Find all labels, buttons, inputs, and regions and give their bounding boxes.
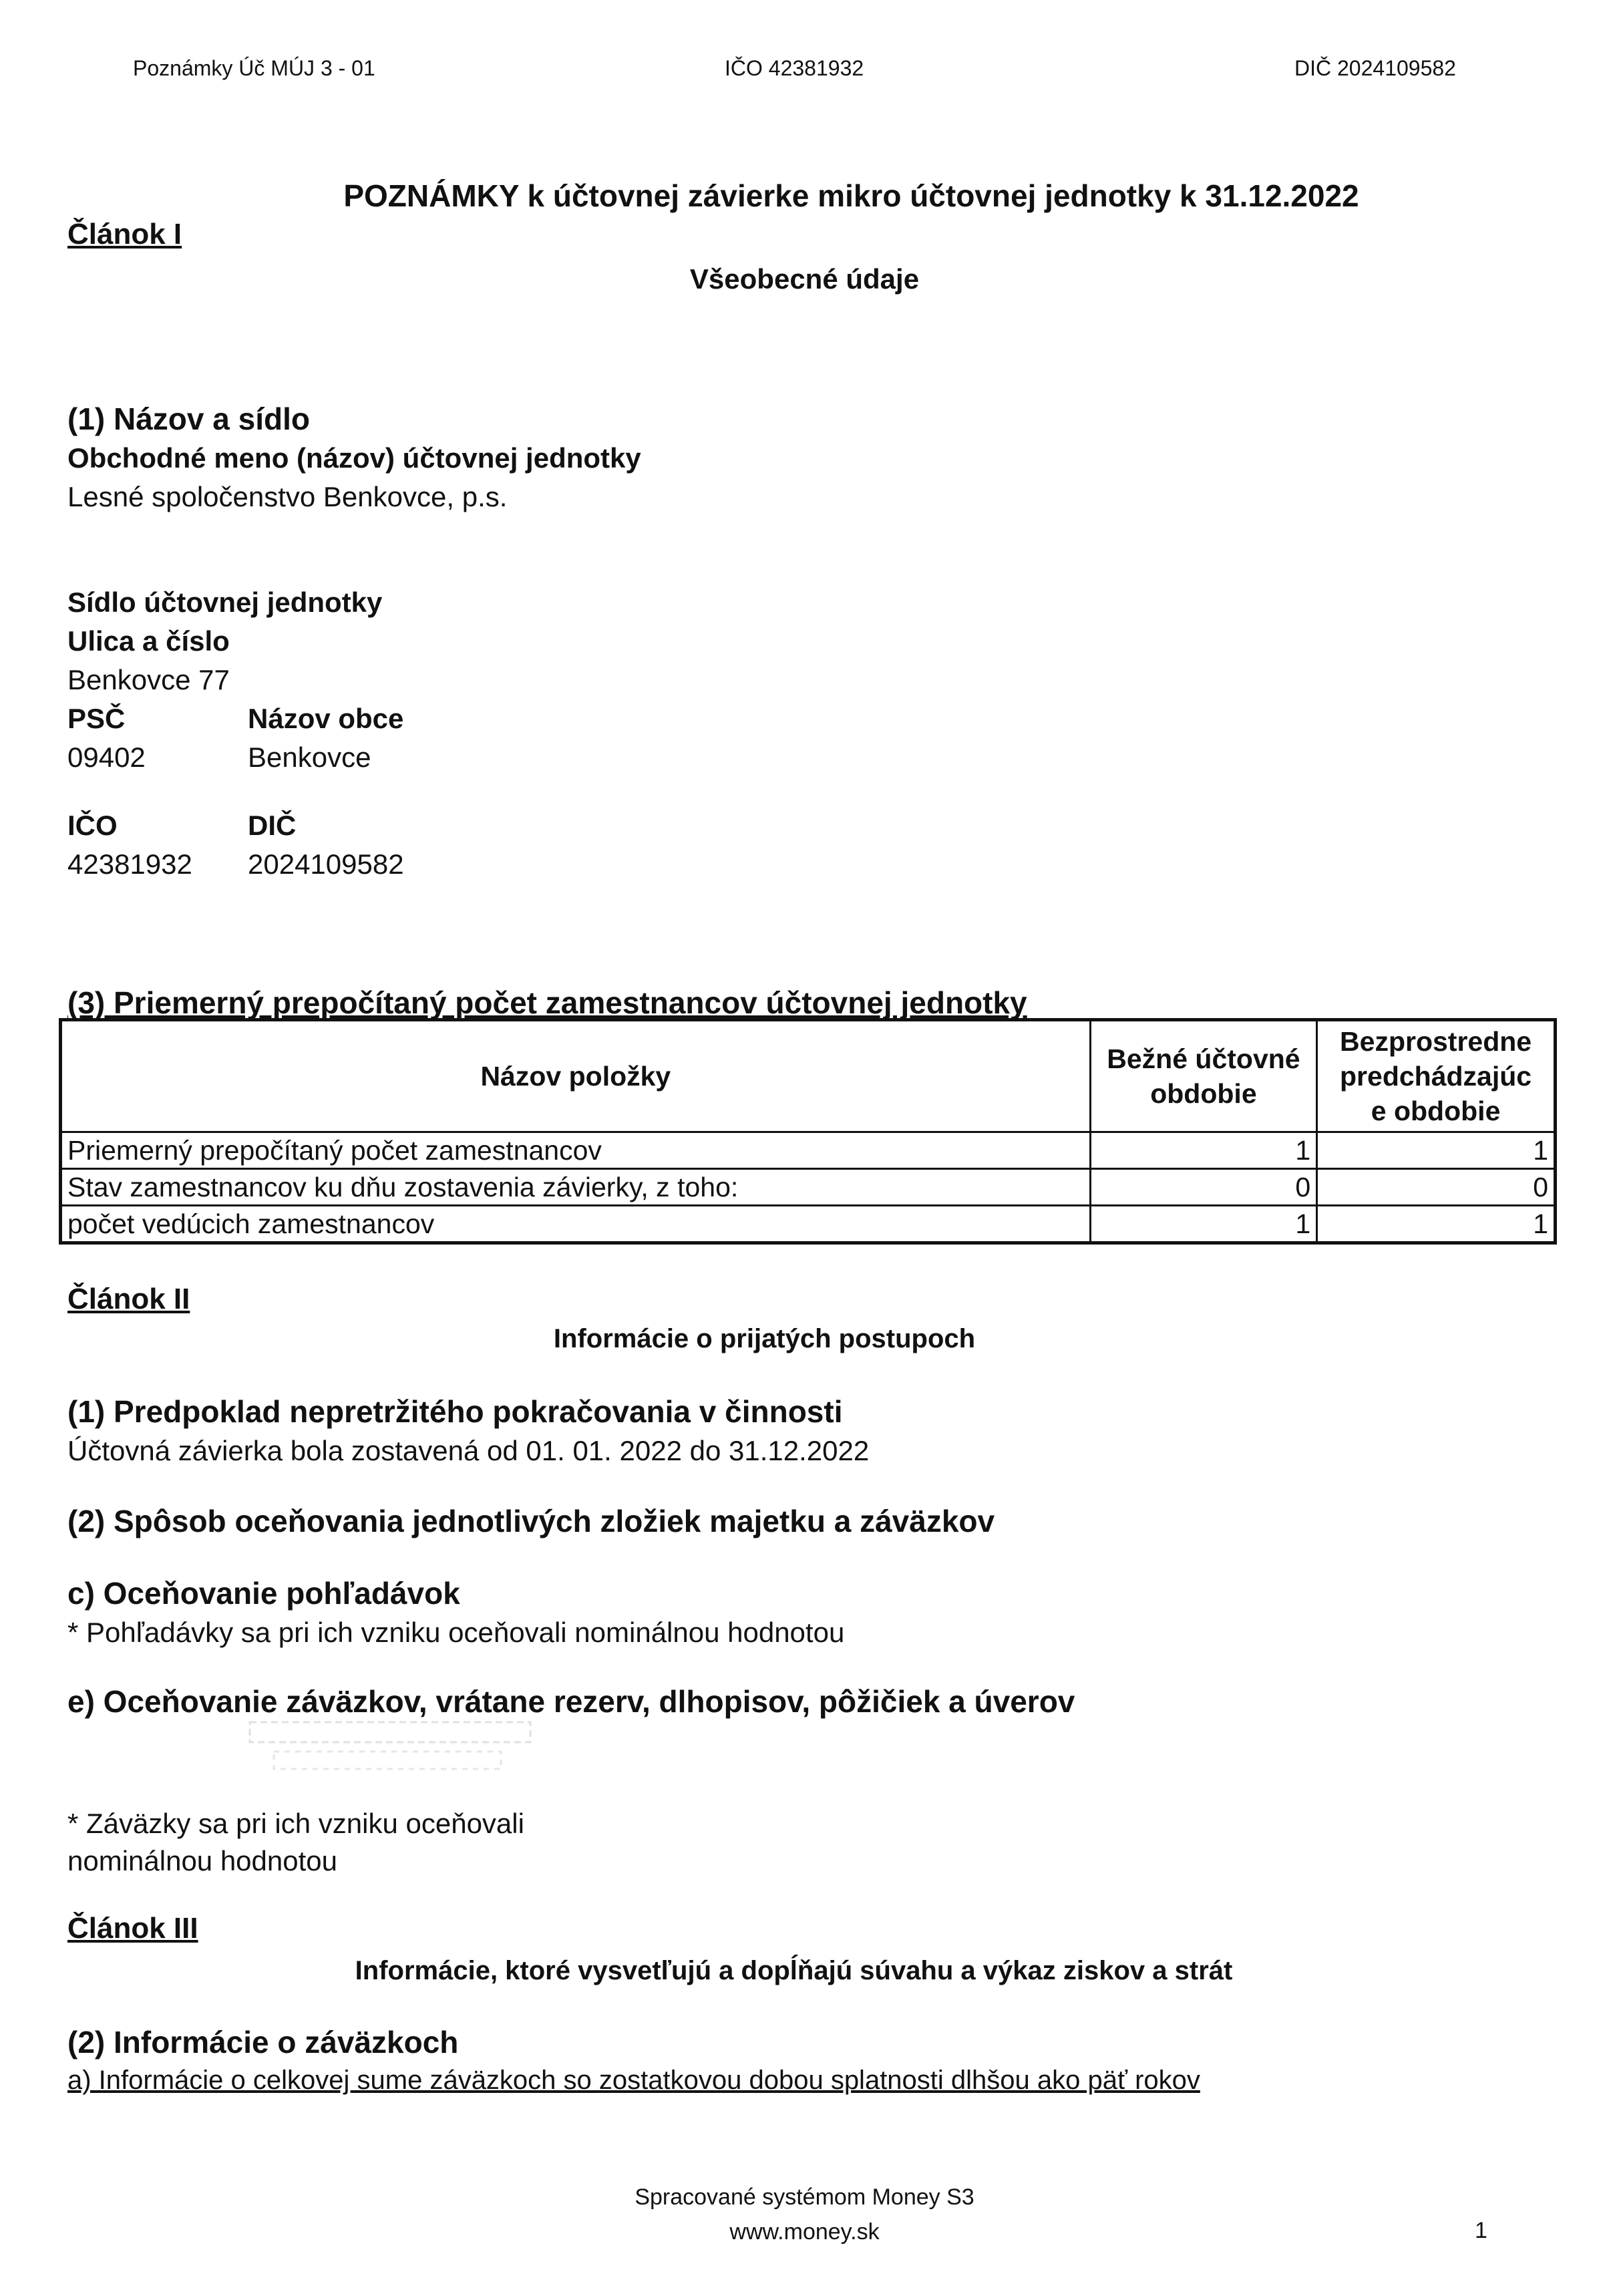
employees-heading: (3) Priemerný prepočítaný počet zamestnancov účtovnej jednotky — [67, 985, 1027, 1020]
city-label: Názov obce — [248, 703, 404, 734]
row-previous-value: 0 — [1317, 1169, 1556, 1206]
column-header-name: Názov položky — [61, 1020, 1091, 1132]
name-label: Obchodné meno (názov) účtovnej jednotky — [67, 442, 641, 474]
ico-label: IČO — [67, 810, 118, 841]
stamp-artifact-icon — [247, 1717, 541, 1784]
article-3-subtitle: Informácie, ktoré vysvetľujú a dopĺňajú súvahu a výkaz ziskov a strát — [355, 1956, 1233, 1985]
column-header-previous-line-3: e obdobie — [1371, 1096, 1501, 1126]
row-current-value: 1 — [1090, 1132, 1316, 1169]
table-row — [61, 1169, 1556, 1206]
footer-line-1: Spracované systémom Money S3 — [635, 2184, 974, 2210]
row-previous-value: 1 — [1317, 1206, 1556, 1243]
liabilities-valuation-heading: e) Oceňovanie záväzkov, vrátane rezerv, dlhopisov, pôžičiek a úverov — [67, 1684, 1075, 1719]
article-1-subtitle: Všeobecné údaje — [689, 263, 920, 295]
dic-label: DIČ — [248, 810, 297, 841]
header-center: IČO 42381932 — [725, 56, 864, 80]
article-2-heading: Článok II — [67, 1283, 190, 1315]
liabilities-text-line-1: * Záväzky sa pri ich vzniku oceňovali — [67, 1808, 524, 1839]
row-current-value: 0 — [1090, 1169, 1316, 1206]
name-value: Lesné spoločenstvo Benkovce, p.s. — [67, 481, 508, 512]
going-concern-text: Účtovná závierka bola zostavená od 01. 01. 2022 do 31.12.2022 — [67, 1435, 870, 1466]
liabilities-info-item-a: a) Informácie o celkovej sume záväzkoch so zostatkovou dobou splatnosti dlhšou ako päť rokov — [67, 2066, 1200, 2095]
article-2-subtitle: Informácie o prijatých postupoch — [553, 1324, 976, 1353]
row-label: počet vedúcich zamestnancov — [61, 1206, 1091, 1243]
liabilities-info-heading: (2) Informácie o záväzkoch — [67, 2025, 459, 2060]
column-header-previous-line-2: predchádzajúc — [1340, 1061, 1532, 1092]
column-header-current — [1090, 1020, 1316, 1132]
article-3-heading: Článok III — [67, 1912, 198, 1945]
column-header-previous-line-1: Bezprostredne — [1340, 1026, 1532, 1057]
city-value: Benkovce — [248, 742, 371, 773]
street-label: Ulica a číslo — [67, 625, 230, 657]
name-section-heading: (1) Názov a sídlo — [67, 401, 310, 436]
row-label: Priemerný prepočítaný počet zamestnancov — [61, 1132, 1091, 1169]
going-concern-heading: (1) Predpoklad nepretržitého pokračovania v činnosti — [67, 1394, 843, 1429]
header-right: DIČ 2024109582 — [1294, 56, 1456, 80]
receivables-heading: c) Oceňovanie pohľadávok — [67, 1576, 460, 1611]
dic-value: 2024109582 — [248, 848, 404, 880]
column-header-previous — [1317, 1020, 1556, 1132]
employees-table — [59, 1018, 1557, 1245]
footer-line-2: www.money.sk — [729, 2219, 880, 2245]
seat-heading: Sídlo účtovnej jednotky — [67, 587, 383, 618]
ico-value: 42381932 — [67, 848, 192, 880]
document-title: POZNÁMKY k účtovnej závierke mikro účtovnej jednotky k 31.12.2022 — [343, 178, 1359, 213]
row-label: Stav zamestnancov ku dňu zostavenia závierky, z toho: — [61, 1169, 1091, 1206]
valuation-heading: (2) Spôsob oceňovania jednotlivých zložiek majetku a záväzkov — [67, 1504, 995, 1538]
page-number: 1 — [1475, 2218, 1487, 2243]
receivables-text: * Pohľadávky sa pri ich vzniku oceňovali nominálnou hodnotou — [67, 1617, 845, 1648]
row-previous-value: 1 — [1317, 1132, 1556, 1169]
column-header-current-line-2: obdobie — [1150, 1078, 1257, 1109]
psc-label: PSČ — [67, 703, 126, 734]
table-header-row — [61, 1020, 1556, 1132]
header-left: Poznámky Úč MÚJ 3 - 01 — [133, 56, 375, 80]
psc-value: 09402 — [67, 742, 146, 773]
row-current-value: 1 — [1090, 1206, 1316, 1243]
table-row — [61, 1132, 1556, 1169]
street-value: Benkovce 77 — [67, 664, 230, 695]
liabilities-text-line-2: nominálnou hodnotou — [67, 1845, 338, 1876]
column-header-current-line-1: Bežné účtovné — [1107, 1043, 1300, 1074]
table-row — [61, 1206, 1556, 1243]
show-through-stamp — [247, 1717, 541, 1789]
article-1-heading: Článok I — [67, 218, 182, 251]
